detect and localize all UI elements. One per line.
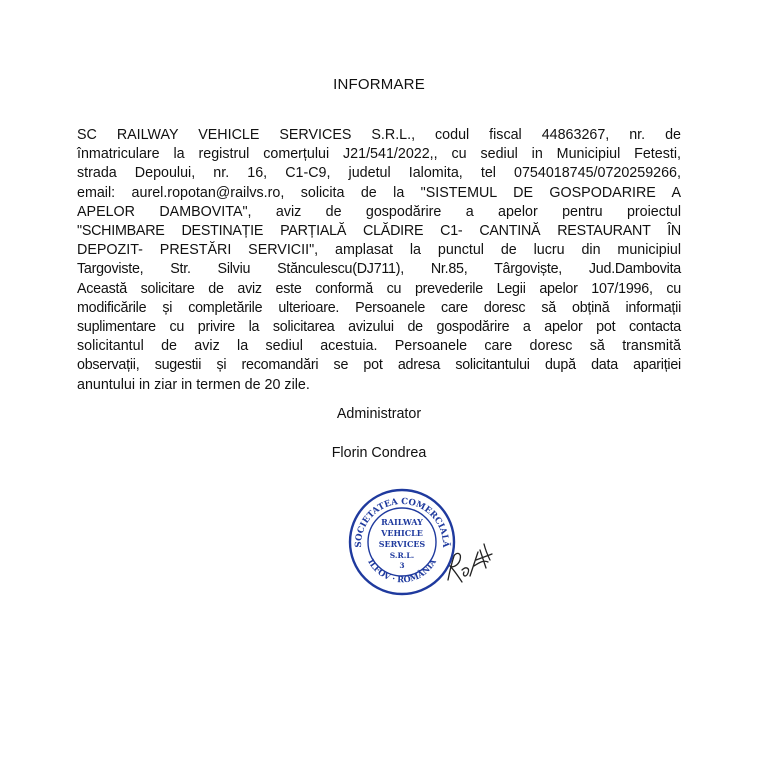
- signer-name: Florin Condrea: [331, 445, 427, 461]
- body-line: solicitantul de aviz la sediul acestuia. Persoanele care doresc să transmită: [77, 338, 681, 355]
- body-line: Targoviste, Str. Silviu Stănculescu(DJ711), Nr.85, Târgoviște, Jud.Dambovita: [77, 261, 681, 278]
- body-line: Această solicitare de aviz este conformă cu prevederile Legii apelor 107/1996, cu: [77, 280, 681, 297]
- body-line: anuntului in ziar in termen de 20 zile.: [77, 376, 310, 393]
- body-line: înmatriculare la registrul comerțului J21/541/2022,, cu sediul in Municipiul Fetesti,: [77, 146, 681, 163]
- body-line: observații, sugestii și recomandări se pot adresa solicitantului după data apariției: [77, 357, 681, 374]
- stamp-center-line: SERVICES: [378, 539, 426, 549]
- body-line: "SCHIMBARE DESTINAȚIE PARȚIALĂ CLĂDIRE C1- CANTINĂ RESTAURANT ÎN: [77, 223, 681, 240]
- stamp-center-line: S.R.L.: [389, 551, 415, 560]
- body-line: DEPOZIT- PRESTĂRI SERVICII", amplasat la punctul de lucru din municipiul: [77, 242, 681, 259]
- body-line: strada Depoului, nr. 16, C1-C9, judetul Ialomita, tel 0754018745/0720259266,: [77, 165, 681, 182]
- handwritten-signature: [440, 540, 500, 590]
- stamp-text-top: SOCIETATEA COMERCIALĂ: [353, 496, 451, 548]
- stamp-center-line: 3: [399, 561, 405, 570]
- stamp-text-bottom: ILFOV · ROMÂNIA: [366, 557, 438, 585]
- body-line: modificările și completările ulterioare. Persoanele care doresc să obțină informații: [77, 299, 681, 316]
- body-line: SC RAILWAY VEHICLE SERVICES S.R.L., codul fiscal 44863267, nr. de: [77, 127, 681, 143]
- document-title: INFORMARE: [333, 76, 425, 93]
- body-line: suplimentare cu privire la solicitarea avizului de gospodărire a apelor pot contacta: [77, 319, 681, 336]
- document-body: [77, 126, 681, 395]
- stamp-center-line: VEHICLE: [381, 528, 423, 538]
- body-line: APELOR DAMBOVITA", aviz de gospodărire a apelor pentru proiectul: [77, 203, 681, 220]
- body-line: email: aurel.ropotan@railvs.ro, solicita de la "SISTEMUL DE GOSPODARIRE A: [77, 184, 681, 201]
- signer-role: Administrator: [336, 406, 422, 422]
- stamp-center-line: RAILWAY: [381, 517, 423, 527]
